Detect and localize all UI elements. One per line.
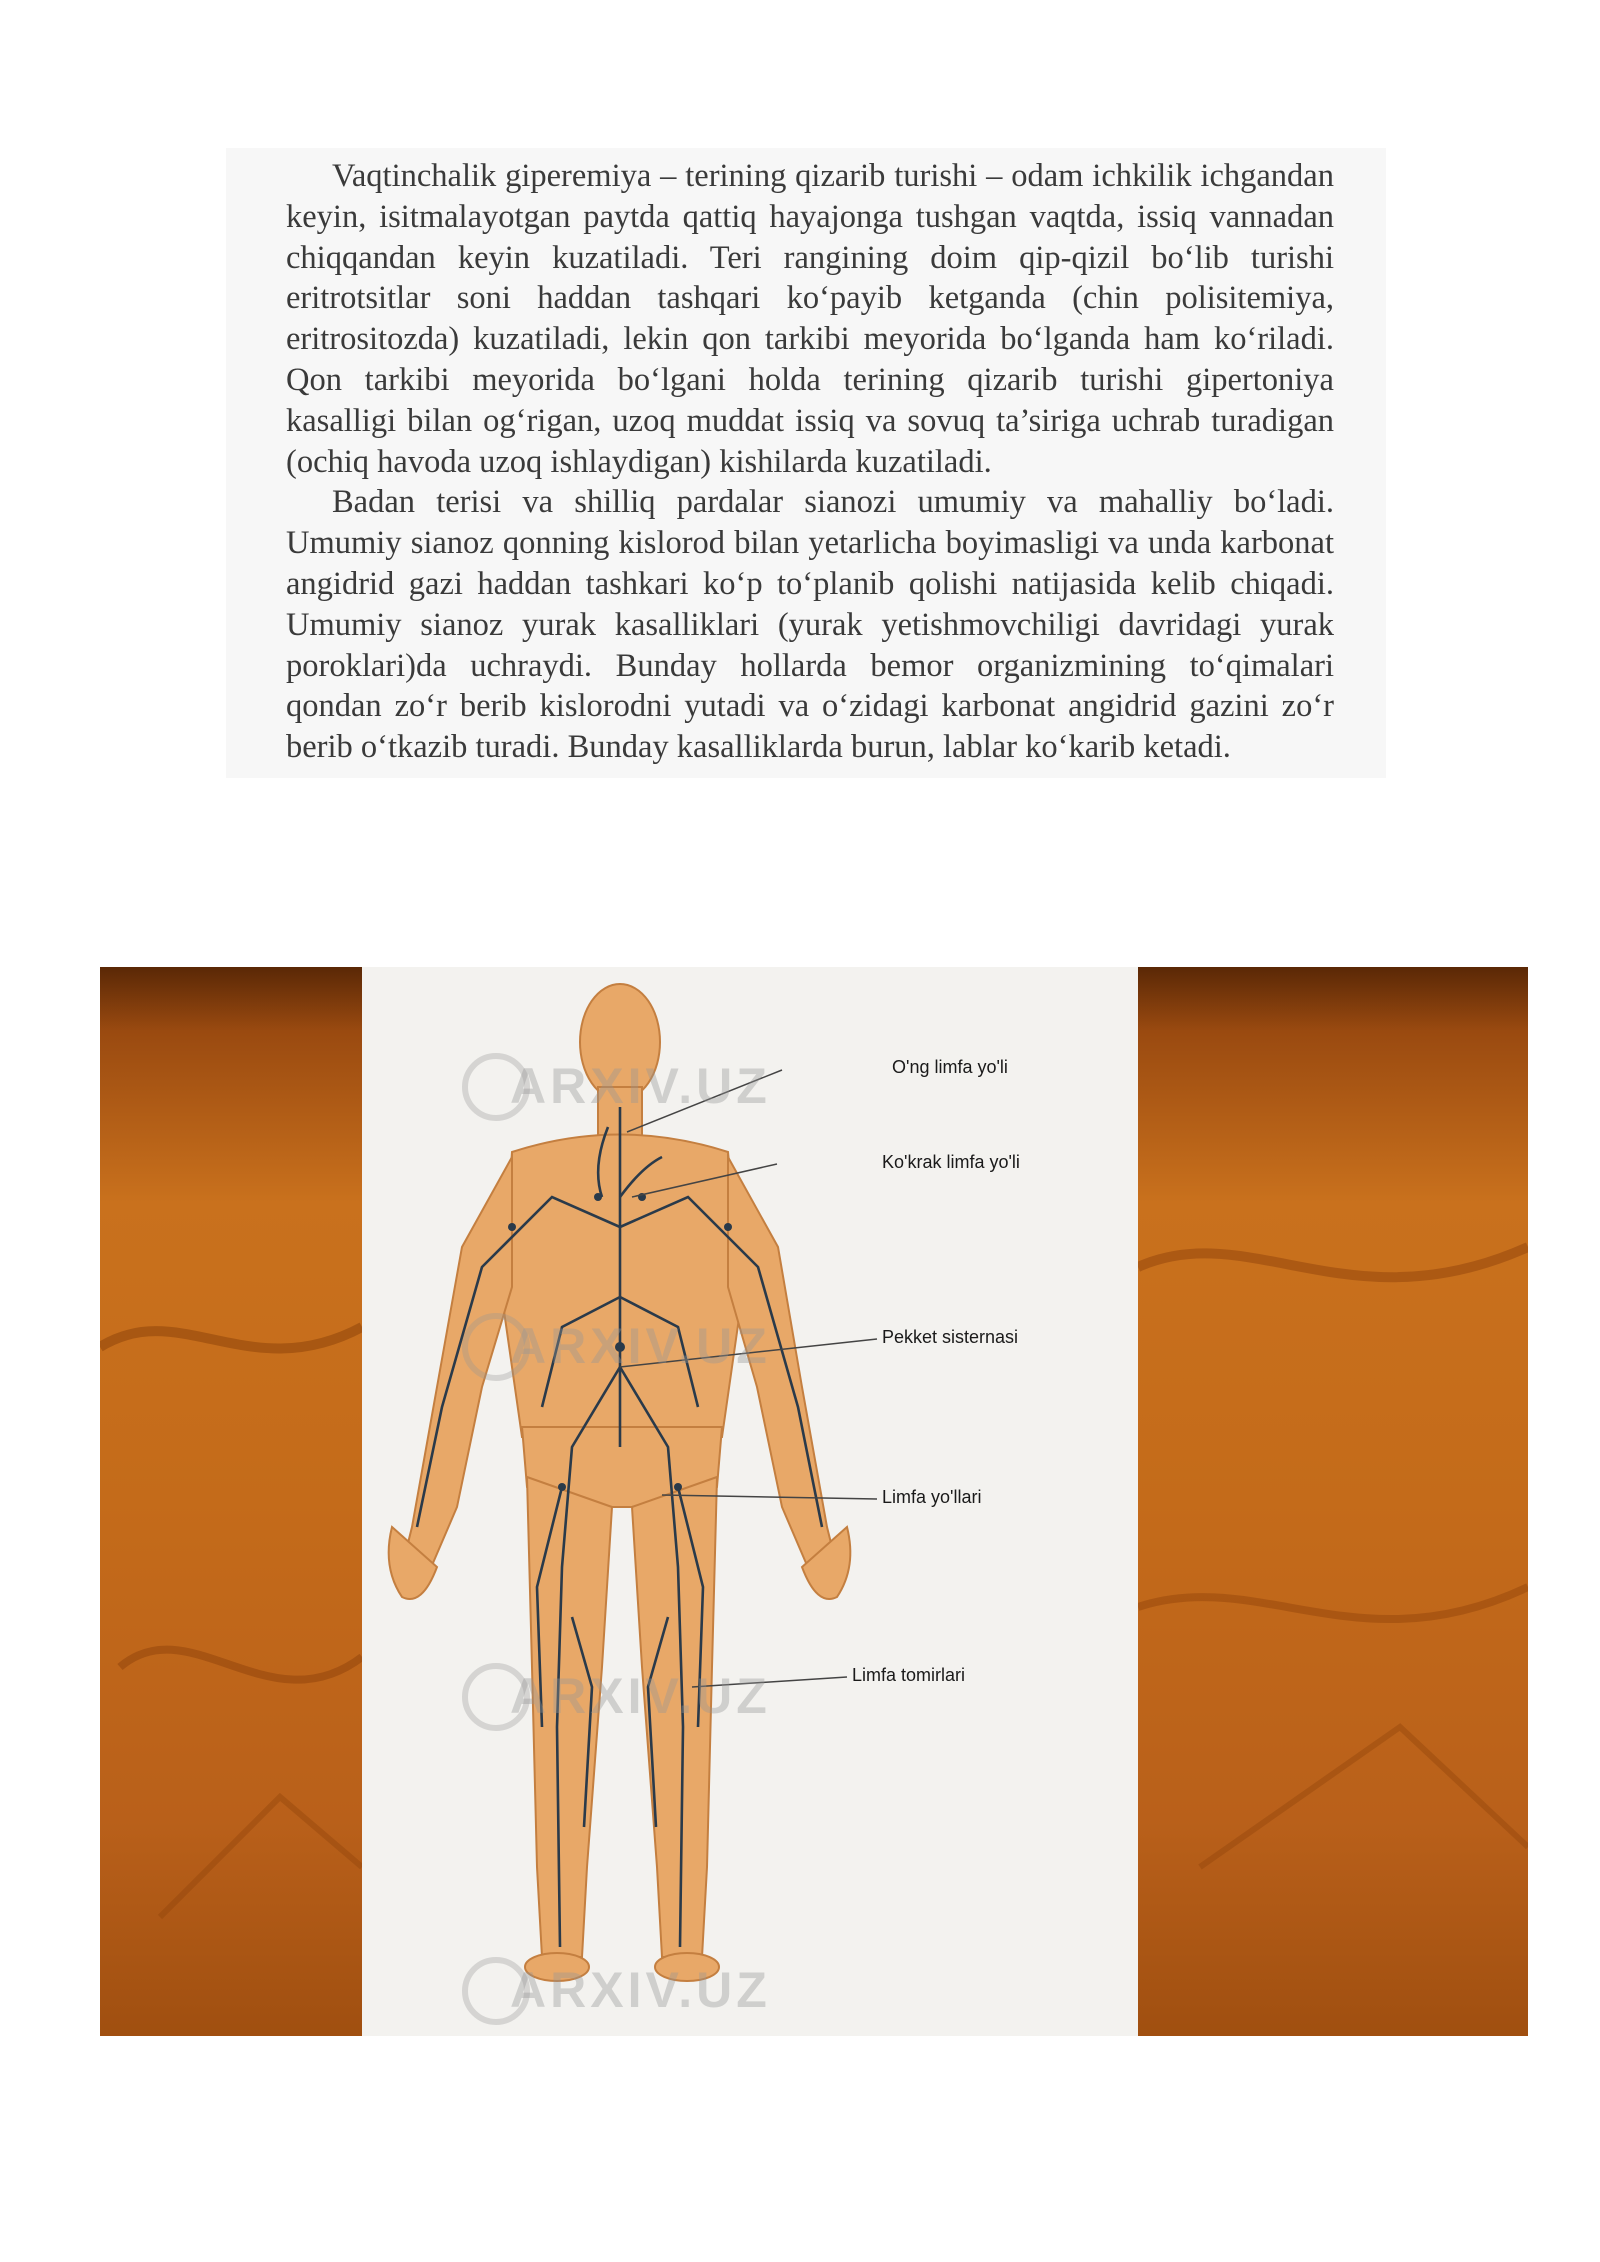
watermark-text: ARXIV.UZ xyxy=(510,1058,771,1114)
watermark-text: ARXIV.UZ xyxy=(510,1962,771,2018)
lymph-system-slide xyxy=(100,967,1528,2036)
watermark-text: ARXIV.UZ xyxy=(510,1318,771,1374)
paragraph-cyanosis: Badan terisi va shilliq pardalar sianozi umumiy va mahalliy bo‘ladi. Umumiy sianoz qonning kislorod bilan yetarlicha boyimasligi va unda karbonat angidrid gazi haddan tashkari ko‘p to‘planib qolishi natijasida kelib chiqadi. Umumiy sianoz yurak kasalliklari (yurak yetishmovchiligi davridagi yurak poroklari)da uchraydi. Bunday hollarda bemor organizmining to‘qimalari qondan zo‘r berib kislorodni yutadi va o‘zidagi karbonat angidrid gazini zo‘r berib o‘tkazib turadi. Bunday kasalliklarda burun, lablar ko‘karib ketadi. xyxy=(286,484,1334,766)
label-thoracic-duct: Ko'krak limfa yo'li xyxy=(882,1152,1020,1172)
paragraph-hyperemia: Vaqtinchalik giperemiya – terining qizarib turishi – odam ichkilik ichgandan keyin, isitmalayotgan paytda qattiq hayajonga tushgan vaqtda, issiq vannadan chiqqandan keyin kuzatiladi. Teri rangining doim qip-qizil bo‘lib turishi eritrotsitlar soni haddan tashqari ko‘payib ketganda (chin polisitemiya, eritrositozda) kuzatiladi, lekin qon tarkibi meyorida bo‘lganda ham ko‘riladi. Qon tarkibi meyorida bo‘lgani holda terining qizarib turishi gipertoniya kasalligi bilan og‘rigan, uzoq muddat issiq va sovuq ta’siriga uchrab turadigan (ochiq havoda uzoq ishlaydigan) kishilarda kuzatiladi. xyxy=(286,158,1334,480)
human-body-illustration xyxy=(362,967,1138,2036)
label-lymph-vessels: Limfa yo'llari xyxy=(882,1487,982,1507)
text-block xyxy=(226,148,1386,778)
label-pecquet-cistern: Pekket sisternasi xyxy=(882,1327,1019,1347)
watermark-text: ARXIV.UZ xyxy=(510,1668,771,1724)
lymph-system-figure xyxy=(362,967,1138,2036)
label-right-lymph-duct: O'ng limfa yo'li xyxy=(892,1057,1008,1077)
label-lymph-nodes: Limfa tomirlari xyxy=(852,1665,966,1685)
